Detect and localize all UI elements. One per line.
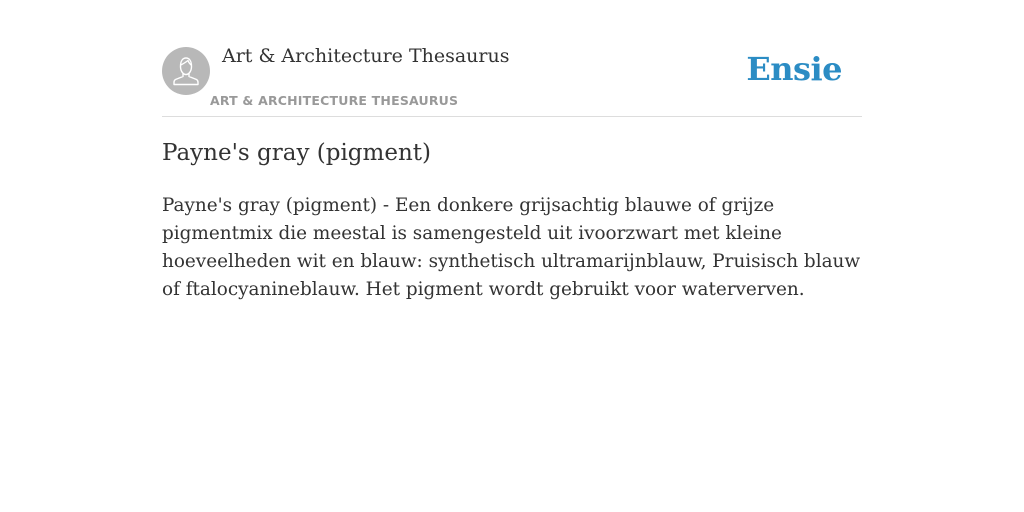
page-title: Payne's gray (pigment): [162, 140, 431, 166]
user-avatar-icon: [162, 47, 210, 95]
definition-text: Payne's gray (pigment) - Een donkere grijsachtig blauwe of grijze pigmentmix die meestal is samengesteld uit ivoorzwart met kleine hoeveelheden wit en blauw: synthetisch ultramarijnblauw, Pruisisch blauw of ftalocyanineblauw. Het pigment wordt gebruikt voor waterverven.: [162, 195, 861, 300]
ensie-logo[interactable]: Ensie: [746, 50, 842, 88]
author-subtitle: ART & ARCHITECTURE THESAURUS: [210, 93, 459, 108]
author-header: [162, 40, 862, 117]
author-avatar[interactable]: [162, 47, 210, 95]
author-name-link[interactable]: Art & Architecture Thesaurus: [222, 45, 510, 67]
